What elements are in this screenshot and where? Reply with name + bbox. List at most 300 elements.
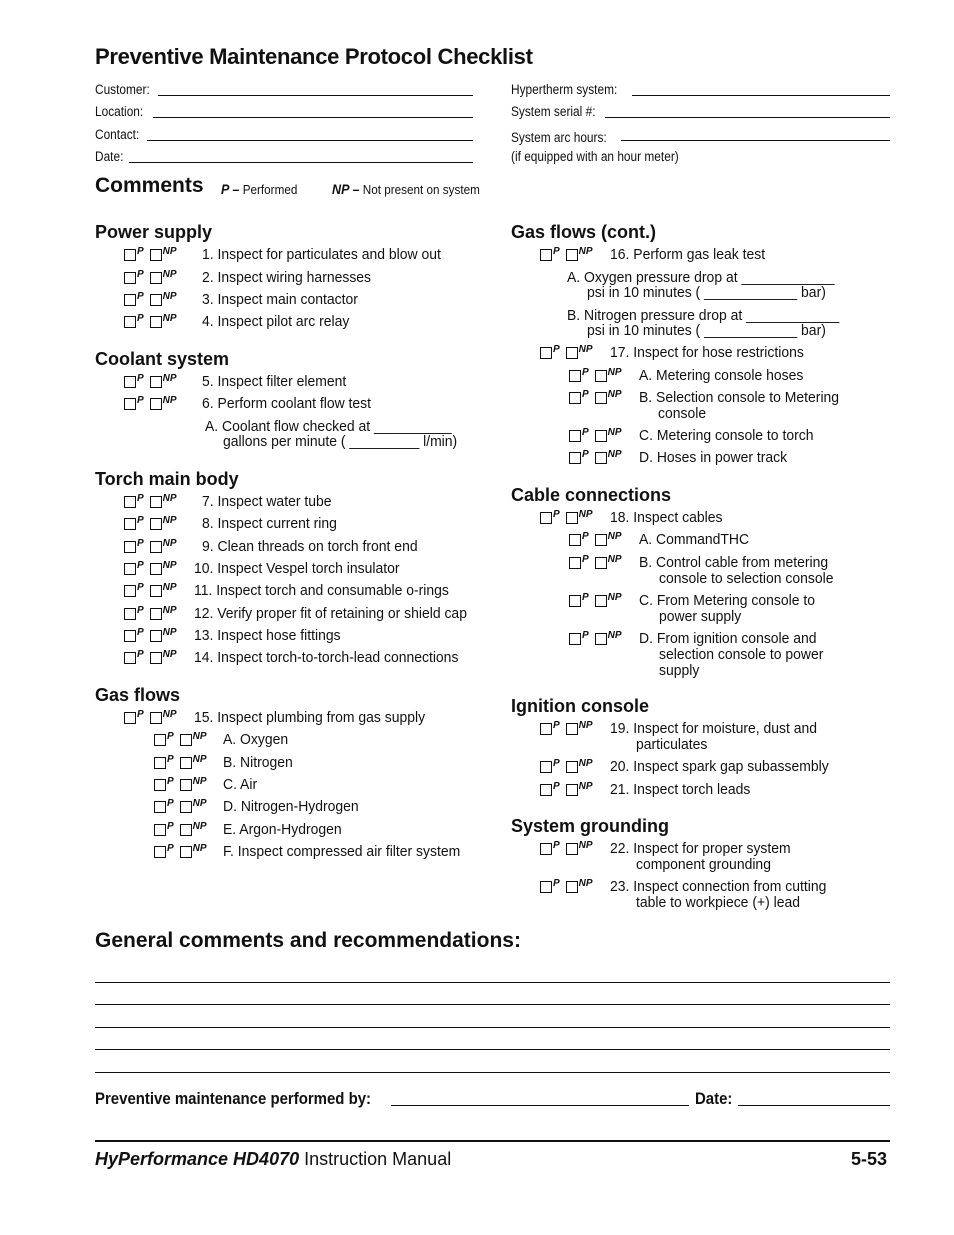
not-present-checkbox[interactable] — [150, 396, 177, 410]
checklist-item-text: table to workpiece (+) lead — [636, 894, 801, 911]
checkbox-p-label: P — [582, 427, 589, 438]
checkbox-p-label: P — [137, 538, 144, 549]
checkbox-np-label: NP — [192, 776, 207, 787]
checklist-item-text: C. Air — [223, 776, 258, 793]
checkbox-p-label: P — [553, 840, 560, 851]
checkbox-p-label: P — [137, 582, 144, 593]
checkbox-square[interactable] — [150, 376, 162, 388]
not-present-checkbox[interactable] — [566, 345, 593, 359]
checkbox-square[interactable] — [540, 249, 552, 261]
performed-by-field[interactable] — [391, 1105, 689, 1106]
checkbox-square[interactable] — [540, 723, 552, 735]
checkbox-square[interactable] — [124, 630, 136, 642]
not-present-checkbox[interactable] — [180, 732, 207, 746]
checkbox-square[interactable] — [150, 398, 162, 410]
checkbox-group — [154, 799, 213, 813]
checkbox-square[interactable] — [124, 652, 136, 664]
checkbox-p-label: P — [553, 781, 560, 792]
checkbox-square[interactable] — [595, 595, 607, 607]
not-present-checkbox[interactable] — [150, 494, 177, 508]
customer-field[interactable] — [158, 95, 473, 96]
performed-checkbox[interactable] — [124, 583, 144, 597]
checkbox-square[interactable] — [150, 294, 162, 306]
checkbox-p-label: P — [553, 758, 560, 769]
checkbox-p-label: P — [137, 269, 144, 280]
checkbox-square[interactable] — [569, 557, 581, 569]
performed-checkbox[interactable] — [124, 396, 144, 410]
subitem-text: B. Selection console to Metering — [639, 389, 840, 406]
performed-checkbox[interactable] — [569, 631, 589, 645]
not-present-checkbox[interactable] — [566, 247, 593, 261]
checkbox-group — [540, 782, 599, 796]
checkbox-square[interactable] — [569, 370, 581, 382]
performed-checkbox[interactable] — [154, 777, 174, 791]
checkbox-square[interactable] — [540, 843, 552, 855]
checklist-item-text: 23. Inspect connection from cutting — [610, 878, 827, 895]
checkbox-np-label: NP — [162, 649, 177, 660]
checkbox-p-label: P — [582, 531, 589, 542]
system-field[interactable] — [632, 95, 890, 96]
checkbox-p-label: P — [167, 798, 174, 809]
checkbox-square[interactable] — [124, 541, 136, 553]
date-label: Date: — [95, 149, 124, 164]
checkbox-group — [124, 314, 183, 328]
checkbox-np-label: NP — [192, 754, 207, 765]
performed-checkbox[interactable] — [569, 532, 589, 546]
serial-field[interactable] — [605, 117, 890, 118]
checkbox-p-label: P — [137, 605, 144, 616]
checkbox-np-label: NP — [162, 515, 177, 526]
not-present-checkbox[interactable] — [150, 292, 177, 306]
oxygen-drop-text: A. Oxygen pressure drop at ____________ — [567, 269, 835, 286]
checklist-item-text: 5. Inspect filter element — [202, 373, 347, 390]
checkbox-p-label: P — [137, 313, 144, 324]
checkbox-square[interactable] — [124, 585, 136, 597]
not-present-checkbox[interactable] — [595, 390, 622, 404]
checkbox-group — [540, 345, 599, 359]
checkbox-square[interactable] — [150, 316, 162, 328]
checkbox-square[interactable] — [154, 824, 166, 836]
checkbox-square[interactable] — [124, 398, 136, 410]
checkbox-group — [124, 396, 183, 410]
checkbox-p-label: P — [167, 731, 174, 742]
checkbox-group — [569, 532, 628, 546]
checkbox-group — [540, 510, 599, 524]
performed-checkbox[interactable] — [569, 593, 589, 607]
not-present-checkbox[interactable] — [150, 314, 177, 328]
checkbox-square[interactable] — [569, 452, 581, 464]
checkbox-square[interactable] — [180, 846, 192, 858]
performed-checkbox[interactable] — [124, 314, 144, 328]
not-present-checkbox[interactable] — [150, 583, 177, 597]
checkbox-p-label: P — [582, 449, 589, 460]
checkbox-square[interactable] — [150, 630, 162, 642]
checkbox-square[interactable] — [150, 563, 162, 575]
checkbox-square[interactable] — [180, 734, 192, 746]
coolant-flow-text: A. Coolant flow checked at __________ — [205, 418, 452, 435]
checkbox-p-label: P — [582, 630, 589, 641]
performed-date-field[interactable] — [738, 1105, 890, 1106]
checkbox-p-label: P — [582, 367, 589, 378]
performed-checkbox[interactable] — [124, 292, 144, 306]
checkbox-square[interactable] — [124, 712, 136, 724]
checkbox-square[interactable] — [569, 633, 581, 645]
checklist-item-text: 16. Perform gas leak test — [610, 246, 766, 263]
checkbox-np-label: NP — [607, 531, 622, 542]
performed-checkbox[interactable] — [569, 450, 589, 464]
checkbox-np-label: NP — [607, 389, 622, 400]
location-field[interactable] — [153, 117, 473, 118]
not-present-checkbox[interactable] — [566, 721, 593, 735]
page-number: 5-53 — [851, 1149, 888, 1169]
checkbox-square[interactable] — [180, 801, 192, 813]
checklist-item-text: 7. Inspect water tube — [202, 493, 332, 510]
checkbox-group — [124, 270, 183, 284]
section-torch-main-body: Torch main body — [95, 469, 239, 489]
checkbox-p-label: P — [167, 776, 174, 787]
checkbox-square[interactable] — [566, 512, 578, 524]
checkbox-group — [124, 710, 183, 724]
not-present-checkbox[interactable] — [566, 759, 593, 773]
checkbox-group — [124, 247, 183, 261]
checkbox-square[interactable] — [154, 779, 166, 791]
not-present-checkbox[interactable] — [595, 368, 622, 382]
performed-checkbox[interactable] — [540, 510, 560, 524]
not-present-checkbox[interactable] — [180, 844, 207, 858]
subitem-text: A. Metering console hoses — [639, 367, 804, 384]
performed-checkbox[interactable] — [540, 247, 560, 261]
comment-line[interactable] — [95, 1072, 890, 1073]
checkbox-p-label: P — [167, 843, 174, 854]
performed-checkbox[interactable] — [540, 759, 560, 773]
performed-checkbox[interactable] — [569, 555, 589, 569]
checkbox-np-label: NP — [192, 731, 207, 742]
checkbox-np-label: NP — [578, 509, 593, 520]
performed-checkbox[interactable] — [569, 428, 589, 442]
checklist-item-text: 20. Inspect spark gap subassembly — [610, 758, 829, 775]
subitem-text: C. From Metering console to — [639, 592, 816, 609]
not-present-checkbox[interactable] — [595, 555, 622, 569]
not-present-checkbox[interactable] — [150, 374, 177, 388]
comments-heading: Comments — [95, 174, 204, 197]
checkbox-np-label: NP — [578, 720, 593, 731]
checkbox-np-label: NP — [162, 395, 177, 406]
checkbox-np-label: NP — [607, 449, 622, 460]
section-cable-connections: Cable connections — [511, 485, 672, 505]
subitem-text: D. Hoses in power track — [639, 449, 788, 466]
checklist-item-text: 2. Inspect wiring harnesses — [202, 269, 372, 286]
checkbox-p-label: P — [137, 493, 144, 504]
checkbox-square[interactable] — [566, 784, 578, 796]
checkbox-p-label: P — [137, 395, 144, 406]
not-present-checkbox[interactable] — [150, 247, 177, 261]
section-coolant-system: Coolant system — [95, 349, 230, 369]
checkbox-square[interactable] — [154, 801, 166, 813]
checkbox-np-label: NP — [162, 493, 177, 504]
checkbox-np-label: NP — [578, 246, 593, 257]
checkbox-square[interactable] — [154, 734, 166, 746]
not-present-checkbox[interactable] — [150, 710, 177, 724]
checkbox-square[interactable] — [150, 585, 162, 597]
checkbox-group — [540, 721, 599, 735]
checkbox-square[interactable] — [150, 518, 162, 530]
checklist-item-text: 14. Inspect torch-to-torch-lead connections — [194, 649, 459, 666]
performed-checkbox[interactable] — [124, 516, 144, 530]
not-present-checkbox[interactable] — [595, 631, 622, 645]
checkbox-group — [569, 390, 628, 404]
checkbox-np-label: NP — [162, 313, 177, 324]
comment-line[interactable] — [95, 1027, 890, 1028]
performed-checkbox[interactable] — [540, 345, 560, 359]
not-present-checkbox[interactable] — [595, 532, 622, 546]
checkbox-square[interactable] — [569, 392, 581, 404]
not-present-checkbox[interactable] — [150, 561, 177, 575]
performed-checkbox[interactable] — [569, 368, 589, 382]
checkbox-np-label: NP — [162, 538, 177, 549]
checkbox-square[interactable] — [150, 608, 162, 620]
comment-line[interactable] — [95, 982, 890, 983]
footer-product: HyPerformance HD4070 — [95, 1149, 300, 1169]
checkbox-square[interactable] — [154, 846, 166, 858]
checklist-item-text: 1. Inspect for particulates and blow out — [202, 246, 441, 263]
checkbox-group — [154, 822, 213, 836]
checkbox-p-label: P — [582, 592, 589, 603]
not-present-checkbox[interactable] — [180, 755, 207, 769]
performed-checkbox[interactable] — [154, 844, 174, 858]
checkbox-p-label: P — [137, 560, 144, 571]
checkbox-square[interactable] — [124, 316, 136, 328]
not-present-checkbox[interactable] — [150, 270, 177, 284]
checklist-item-text: 17. Inspect for hose restrictions — [610, 344, 804, 361]
location-label: Location: — [95, 104, 144, 119]
system-label: Hypertherm system: — [511, 82, 618, 97]
checkbox-square[interactable] — [150, 272, 162, 284]
checkbox-square[interactable] — [566, 723, 578, 735]
checkbox-square[interactable] — [124, 294, 136, 306]
checklist-item-text: 15. Inspect plumbing from gas supply — [194, 709, 426, 726]
not-present-checkbox[interactable] — [150, 650, 177, 664]
checkbox-p-label: P — [582, 389, 589, 400]
checkbox-group — [154, 777, 213, 791]
performed-checkbox[interactable] — [124, 606, 144, 620]
performed-checkbox[interactable] — [124, 628, 144, 642]
not-present-checkbox[interactable] — [595, 450, 622, 464]
performed-checkbox[interactable] — [540, 879, 560, 893]
checkbox-np-label: NP — [162, 291, 177, 302]
comment-line[interactable] — [95, 1004, 890, 1005]
checkbox-square[interactable] — [595, 392, 607, 404]
checkbox-square[interactable] — [124, 608, 136, 620]
checkbox-square[interactable] — [566, 347, 578, 359]
checkbox-p-label: P — [582, 554, 589, 565]
performed-checkbox[interactable] — [124, 710, 144, 724]
checkbox-np-label: NP — [162, 605, 177, 616]
checkbox-square[interactable] — [566, 881, 578, 893]
checkbox-np-label: NP — [192, 843, 207, 854]
checkbox-square[interactable] — [569, 595, 581, 607]
checklist-item-text: 10. Inspect Vespel torch insulator — [194, 560, 400, 577]
checkbox-square[interactable] — [595, 430, 607, 442]
performed-checkbox[interactable] — [124, 374, 144, 388]
checkbox-square[interactable] — [180, 757, 192, 769]
checkbox-square[interactable] — [595, 557, 607, 569]
checkbox-p-label: P — [137, 709, 144, 720]
nitrogen-drop-text: B. Nitrogen pressure drop at ____________ — [567, 307, 840, 324]
checkbox-square[interactable] — [180, 824, 192, 836]
not-present-checkbox[interactable] — [566, 879, 593, 893]
serial-label: System serial #: — [511, 104, 596, 119]
checkbox-square[interactable] — [154, 757, 166, 769]
checklist-item-text: 8. Inspect current ring — [202, 515, 337, 532]
checkbox-p-label: P — [167, 754, 174, 765]
checkbox-np-label: NP — [607, 592, 622, 603]
checkbox-square[interactable] — [124, 272, 136, 284]
performed-checkbox[interactable] — [569, 390, 589, 404]
checkbox-square[interactable] — [540, 347, 552, 359]
checkbox-p-label: P — [137, 373, 144, 384]
checkbox-group — [124, 628, 183, 642]
not-present-checkbox[interactable] — [566, 510, 593, 524]
section-gas-flows: Gas flows — [95, 685, 181, 705]
checklist-item-text: 6. Perform coolant flow test — [202, 395, 372, 412]
not-present-checkbox[interactable] — [150, 606, 177, 620]
checkbox-square[interactable] — [540, 512, 552, 524]
nitrogen-drop-text: psi in 10 minutes ( ____________ bar) — [587, 322, 826, 339]
checkbox-np-label: NP — [578, 840, 593, 851]
subitem-text: A. CommandTHC — [639, 531, 750, 548]
performed-checkbox[interactable] — [154, 822, 174, 836]
checkbox-p-label: P — [553, 246, 560, 257]
checkbox-group — [154, 732, 213, 746]
checkbox-np-label: NP — [578, 878, 593, 889]
contact-field[interactable] — [147, 140, 473, 141]
performed-checkbox[interactable] — [124, 539, 144, 553]
date-field[interactable] — [129, 162, 473, 163]
checkbox-np-label: NP — [607, 630, 622, 641]
page-title: Preventive Maintenance Protocol Checklist — [95, 44, 533, 69]
footer-title — [95, 1149, 451, 1170]
performed-checkbox[interactable] — [124, 270, 144, 284]
checkbox-np-label: NP — [162, 582, 177, 593]
not-present-checkbox[interactable] — [150, 628, 177, 642]
checklist-item-text: 11. Inspect torch and consumable o-rings — [194, 582, 449, 599]
checkbox-square[interactable] — [569, 430, 581, 442]
checkbox-square[interactable] — [595, 452, 607, 464]
checkbox-np-label: NP — [578, 758, 593, 769]
checkbox-square[interactable] — [150, 652, 162, 664]
checklist-item-text: 18. Inspect cables — [610, 509, 723, 526]
arc-hours-label: System arc hours: — [511, 130, 607, 145]
performed-checkbox[interactable] — [124, 247, 144, 261]
checkbox-square[interactable] — [566, 761, 578, 773]
checkbox-group — [569, 593, 628, 607]
checklist-item-text: 21. Inspect torch leads — [610, 781, 751, 798]
checkbox-square[interactable] — [150, 712, 162, 724]
checkbox-np-label: NP — [162, 709, 177, 720]
performed-checkbox[interactable] — [124, 650, 144, 664]
checkbox-p-label: P — [137, 515, 144, 526]
checkbox-square[interactable] — [595, 370, 607, 382]
checklist-item-text: A. Oxygen — [223, 731, 289, 748]
checkbox-p-label: P — [553, 720, 560, 731]
checkbox-group — [124, 606, 183, 620]
coolant-flow-text: gallons per minute ( _________ l/min) — [223, 433, 458, 450]
checklist-item-text: 3. Inspect main contactor — [202, 291, 358, 308]
checkbox-square[interactable] — [124, 496, 136, 508]
checkbox-group — [124, 561, 183, 575]
checkbox-square[interactable] — [540, 761, 552, 773]
checkbox-np-label: NP — [162, 560, 177, 571]
checkbox-square[interactable] — [566, 843, 578, 855]
arc-hours-field[interactable] — [621, 140, 890, 141]
checklist-item-text: B. Nitrogen — [223, 754, 293, 771]
performed-checkbox[interactable] — [124, 561, 144, 575]
checkbox-square[interactable] — [595, 534, 607, 546]
checkbox-np-label: NP — [192, 821, 207, 832]
not-present-checkbox[interactable] — [595, 593, 622, 607]
footer-rule — [95, 1140, 890, 1142]
not-present-checkbox[interactable] — [180, 799, 207, 813]
performed-checkbox[interactable] — [124, 494, 144, 508]
checkbox-group — [124, 494, 183, 508]
checkbox-square[interactable] — [150, 541, 162, 553]
checkbox-square[interactable] — [124, 518, 136, 530]
checkbox-square[interactable] — [566, 249, 578, 261]
checklist-item-text: component grounding — [636, 856, 771, 873]
checkbox-square[interactable] — [150, 496, 162, 508]
checkbox-square[interactable] — [124, 249, 136, 261]
performed-by-label: Preventive maintenance performed by: — [95, 1089, 372, 1108]
not-present-checkbox[interactable] — [150, 539, 177, 553]
performed-checkbox[interactable] — [154, 755, 174, 769]
legend-performed — [221, 181, 297, 197]
performed-checkbox[interactable] — [154, 799, 174, 813]
checkbox-p-label: P — [167, 821, 174, 832]
checkbox-square[interactable] — [124, 563, 136, 575]
not-present-checkbox[interactable] — [595, 428, 622, 442]
checkbox-square[interactable] — [540, 784, 552, 796]
checkbox-p-label: P — [137, 246, 144, 257]
not-present-checkbox[interactable] — [150, 516, 177, 530]
performed-checkbox[interactable] — [540, 721, 560, 735]
checkbox-group — [540, 841, 599, 855]
checkbox-group — [569, 450, 628, 464]
comment-line[interactable] — [95, 1049, 890, 1050]
not-present-checkbox[interactable] — [566, 841, 593, 855]
section-gas-flows-cont: Gas flows (cont.) — [511, 222, 657, 242]
checkbox-square[interactable] — [540, 881, 552, 893]
not-present-checkbox[interactable] — [180, 777, 207, 791]
not-present-checkbox[interactable] — [566, 782, 593, 796]
checkbox-group — [540, 879, 599, 893]
performed-checkbox[interactable] — [540, 841, 560, 855]
performed-checkbox[interactable] — [154, 732, 174, 746]
checkbox-group — [569, 555, 628, 569]
not-present-checkbox[interactable] — [180, 822, 207, 836]
checkbox-group — [154, 844, 213, 858]
checkbox-square[interactable] — [124, 376, 136, 388]
checklist-item-text: D. Nitrogen-Hydrogen — [223, 798, 359, 815]
checkbox-square[interactable] — [180, 779, 192, 791]
checkbox-square[interactable] — [595, 633, 607, 645]
footer-manual: Instruction Manual — [304, 1149, 452, 1169]
checkbox-square[interactable] — [150, 249, 162, 261]
legend-not-present — [332, 181, 480, 197]
checkbox-group — [569, 631, 628, 645]
subitem-text: B. Control cable from metering — [639, 554, 829, 571]
checkbox-square[interactable] — [569, 534, 581, 546]
performed-checkbox[interactable] — [540, 782, 560, 796]
